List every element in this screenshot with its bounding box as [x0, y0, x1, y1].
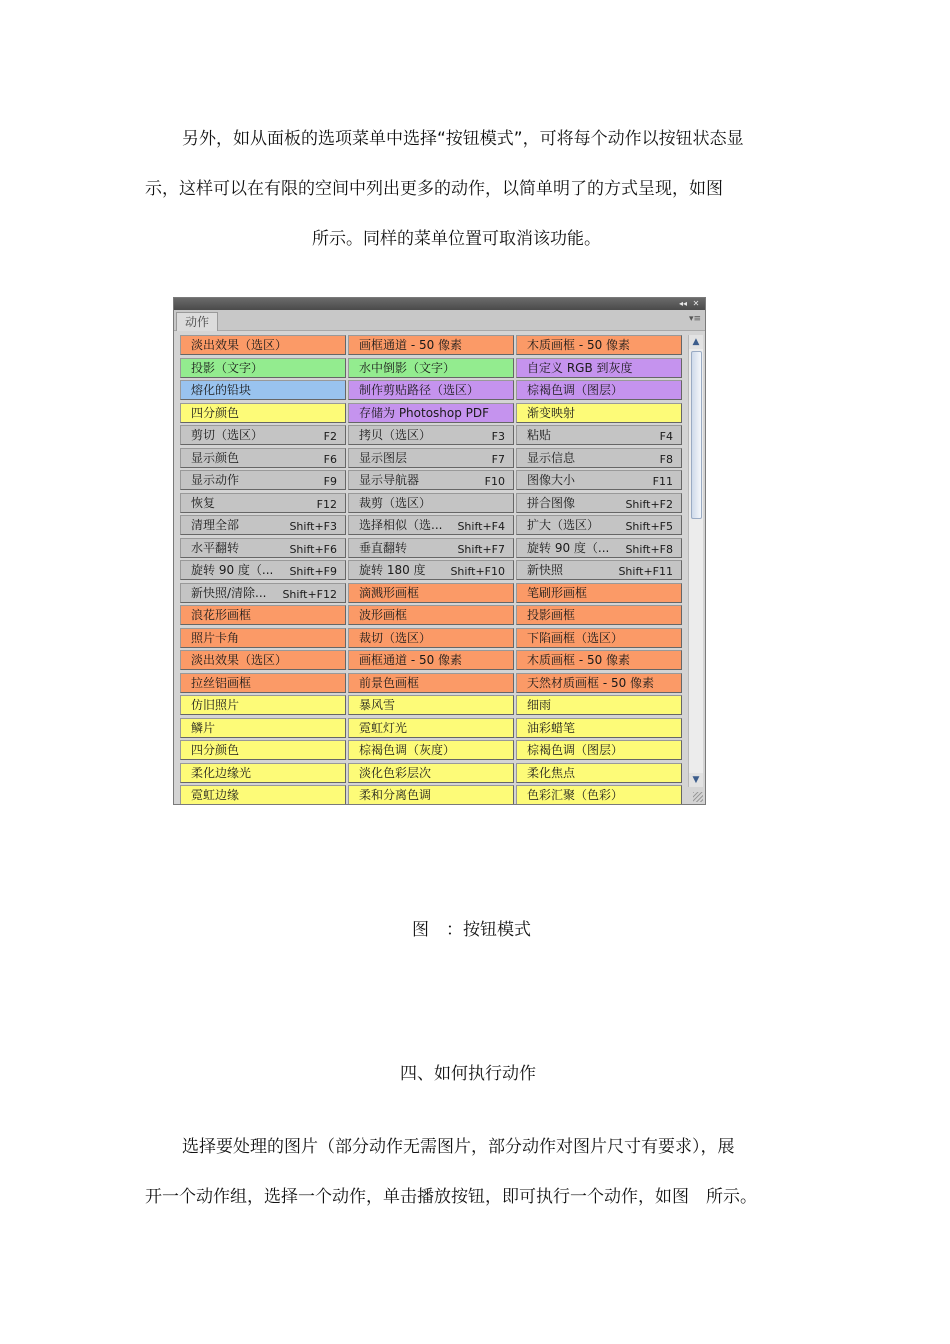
action-button[interactable]: [180, 538, 346, 558]
action-button[interactable]: [348, 740, 514, 760]
action-button-grid: [180, 335, 687, 805]
action-shortcut: Shift+F10: [450, 565, 505, 578]
action-button[interactable]: [180, 403, 346, 423]
action-button[interactable]: [516, 403, 682, 423]
action-label: 扩大（选区）: [527, 518, 600, 532]
action-button[interactable]: [348, 605, 514, 625]
scroll-thumb[interactable]: [691, 351, 702, 519]
action-label: 熔化的铅块: [191, 383, 252, 397]
action-button[interactable]: [348, 650, 514, 670]
action-button[interactable]: [180, 380, 346, 400]
action-button[interactable]: [348, 718, 514, 738]
action-label: 投影画框: [527, 608, 576, 622]
action-label: 自定义 RGB 到灰度: [527, 360, 633, 375]
action-label: 投影（文字）: [191, 360, 264, 375]
action-button[interactable]: [348, 358, 514, 378]
action-label: 制作剪贴路径（选区）: [359, 383, 480, 397]
action-label: 垂直翻转: [359, 540, 408, 555]
action-shortcut: F3: [491, 430, 505, 443]
action-button[interactable]: [348, 448, 514, 468]
action-button[interactable]: [516, 425, 682, 445]
action-button[interactable]: [516, 335, 682, 355]
action-button[interactable]: [180, 605, 346, 625]
action-label: 淡出效果（选区）: [191, 338, 288, 352]
action-label: 棕褐色调（图层）: [527, 743, 624, 757]
action-shortcut: Shift+F5: [625, 520, 673, 533]
action-button[interactable]: [516, 628, 682, 648]
action-button[interactable]: [348, 470, 514, 490]
action-button[interactable]: [516, 785, 682, 805]
action-label: 剪切（选区）: [191, 428, 264, 442]
action-shortcut: Shift+F7: [457, 542, 505, 556]
action-button[interactable]: [180, 425, 346, 445]
action-label: 旋转 90 度（...: [191, 563, 274, 577]
action-button[interactable]: [516, 538, 682, 558]
action-label: 四分颜色: [191, 743, 240, 757]
action-button[interactable]: [516, 358, 682, 378]
action-button[interactable]: [180, 673, 346, 693]
action-label: 水平翻转: [191, 540, 240, 555]
action-label: 天然材质画框 - 50 像素: [527, 675, 655, 690]
action-label: 显示颜色: [191, 450, 240, 465]
action-label: 浪花形画框: [191, 608, 252, 622]
action-button[interactable]: [516, 470, 682, 490]
action-button[interactable]: [180, 785, 346, 805]
action-label: 旋转 90 度（...: [527, 540, 610, 555]
action-button[interactable]: [180, 335, 346, 355]
action-button[interactable]: [348, 673, 514, 693]
action-button[interactable]: [516, 605, 682, 625]
action-button[interactable]: [348, 560, 514, 580]
action-button[interactable]: [180, 583, 346, 603]
action-button[interactable]: [348, 695, 514, 715]
action-button[interactable]: [348, 403, 514, 423]
action-label: 木质画框 - 50 像素: [527, 338, 631, 352]
action-label: 淡出效果（选区）: [191, 653, 288, 667]
action-button[interactable]: [516, 515, 682, 535]
action-button[interactable]: [348, 493, 514, 513]
action-button[interactable]: [180, 358, 346, 378]
action-shortcut: F2: [323, 430, 337, 443]
action-label: 前景色画框: [359, 675, 420, 690]
action-label: 显示动作: [191, 473, 240, 487]
action-label: 棕褐色调（灰度）: [359, 743, 456, 757]
action-button[interactable]: [348, 583, 514, 603]
action-shortcut: Shift+F12: [282, 587, 337, 601]
action-label: 笔刷形画框: [527, 585, 588, 600]
action-shortcut: F12: [316, 497, 337, 511]
figure-caption: 图 ：按钮模式: [412, 920, 531, 940]
action-button[interactable]: [348, 628, 514, 648]
action-shortcut: Shift+F11: [618, 565, 673, 578]
action-label: 画框通道 - 50 像素: [359, 338, 463, 352]
action-button[interactable]: [516, 560, 682, 580]
action-button[interactable]: [180, 448, 346, 468]
action-label: 四分颜色: [191, 405, 240, 420]
action-button[interactable]: [348, 425, 514, 445]
action-label: 棕褐色调（图层）: [527, 383, 624, 397]
action-label: 存储为 Photoshop PDF: [359, 405, 490, 420]
actions-panel: [173, 297, 706, 805]
action-button[interactable]: [348, 380, 514, 400]
action-label: 显示导航器: [359, 473, 420, 487]
body-line-1: 选择要处理的图片（部分动作无需图片，部分动作对图片尺寸有要求），展: [182, 1137, 735, 1157]
action-button[interactable]: [516, 695, 682, 715]
action-button[interactable]: [180, 695, 346, 715]
action-label: 鳞片: [191, 720, 216, 735]
action-label: 柔化边缘光: [191, 765, 252, 780]
action-label: 拼合图像: [527, 495, 576, 510]
action-button[interactable]: [516, 448, 682, 468]
action-label: 柔化焦点: [527, 765, 576, 780]
action-label: 下陷画框（选区）: [527, 630, 624, 645]
action-shortcut: F11: [652, 475, 673, 488]
action-shortcut: Shift+F4: [457, 520, 505, 533]
action-label: 波形画框: [359, 608, 408, 622]
action-button[interactable]: [516, 763, 682, 783]
intro-line-1: 另外，如从面板的选项菜单中选择“按钮模式”，可将每个动作以按钮状态显: [182, 129, 744, 149]
action-label: 照片卡角: [191, 630, 240, 645]
action-shortcut: Shift+F9: [289, 565, 337, 578]
action-shortcut: Shift+F2: [625, 497, 673, 511]
action-label: 粘贴: [527, 428, 552, 442]
action-label: 显示图层: [359, 450, 408, 465]
action-button[interactable]: [348, 335, 514, 355]
panel-menu-icon[interactable]: ▾≡: [688, 314, 701, 324]
action-shortcut: F7: [491, 452, 505, 466]
action-button[interactable]: [180, 718, 346, 738]
action-label: 旋转 180 度: [359, 563, 426, 577]
action-button[interactable]: [180, 740, 346, 760]
scroll-down-arrow-icon[interactable]: ▼: [689, 773, 703, 787]
action-label: 细雨: [527, 698, 552, 712]
action-button[interactable]: [516, 740, 682, 760]
resize-grip-icon[interactable]: [693, 792, 703, 802]
tab-actions[interactable]: 动作: [176, 312, 218, 331]
panel-titlebar[interactable]: [174, 298, 705, 310]
action-shortcut: F8: [659, 452, 673, 466]
scroll-up-arrow-icon[interactable]: ▲: [689, 335, 703, 349]
section-heading: 四、如何执行动作: [400, 1064, 536, 1084]
action-button[interactable]: [180, 560, 346, 580]
action-shortcut: F9: [323, 475, 337, 488]
close-icon[interactable]: ✕: [692, 299, 700, 308]
action-button[interactable]: [348, 538, 514, 558]
action-button[interactable]: [180, 515, 346, 535]
action-shortcut: Shift+F8: [625, 542, 673, 556]
action-shortcut: F10: [484, 475, 505, 488]
vertical-scrollbar[interactable]: [688, 335, 703, 787]
action-label: 淡化色彩层次: [359, 765, 432, 780]
action-button[interactable]: [180, 493, 346, 513]
action-label: 滴溅形画框: [359, 585, 420, 600]
action-shortcut: F6: [323, 452, 337, 466]
action-label: 霓虹灯光: [359, 720, 408, 735]
action-label: 显示信息: [527, 450, 576, 465]
action-label: 色彩汇聚（色彩）: [527, 788, 624, 802]
action-label: 仿旧照片: [191, 698, 240, 712]
action-label: 霓虹边缘: [191, 788, 240, 802]
action-shortcut: Shift+F6: [289, 542, 337, 556]
action-label: 图像大小: [527, 473, 576, 487]
action-button[interactable]: [180, 628, 346, 648]
action-button[interactable]: [516, 380, 682, 400]
action-button[interactable]: [180, 763, 346, 783]
double-chevron-left-icon[interactable]: ◂◂: [678, 299, 688, 308]
action-shortcut: F4: [659, 430, 673, 443]
action-button[interactable]: [348, 785, 514, 805]
action-label: 清理全部: [191, 518, 240, 532]
action-label: 暴风雪: [359, 698, 396, 712]
body-line-2: 开一个动作组，选择一个动作，单击播放按钮，即可执行一个动作，如图 所示。: [145, 1187, 757, 1207]
action-button[interactable]: [516, 650, 682, 670]
action-label: 新快照/清除...: [191, 585, 267, 600]
action-label: 恢复: [191, 495, 216, 510]
action-shortcut: Shift+F3: [289, 520, 337, 533]
action-label: 柔和分离色调: [359, 788, 432, 802]
action-label: 拉丝铝画框: [191, 675, 252, 690]
action-label: 选择相似（选...: [359, 518, 443, 532]
action-label: 裁切（选区）: [359, 630, 432, 645]
action-button[interactable]: [516, 718, 682, 738]
action-button[interactable]: [516, 583, 682, 603]
action-label: 渐变映射: [527, 405, 576, 420]
action-label: 裁剪（选区）: [359, 495, 432, 510]
action-label: 拷贝（选区）: [359, 428, 432, 442]
action-button[interactable]: [516, 493, 682, 513]
action-button[interactable]: [348, 515, 514, 535]
action-label: 油彩蜡笔: [527, 720, 576, 735]
action-button[interactable]: [516, 673, 682, 693]
action-button[interactable]: [180, 470, 346, 490]
action-label: 木质画框 - 50 像素: [527, 653, 631, 667]
intro-line-2: 示，这样可以在有限的空间中列出更多的动作，以简单明了的方式呈现，如图: [145, 179, 723, 199]
action-label: 水中倒影（文字）: [359, 360, 456, 375]
intro-line-3: 所示。同样的菜单位置可取消该功能。: [312, 229, 601, 249]
action-label: 画框通道 - 50 像素: [359, 653, 463, 667]
panel-tab-row: [174, 310, 705, 331]
action-button[interactable]: [180, 650, 346, 670]
action-label: 新快照: [527, 563, 564, 577]
action-button[interactable]: [348, 763, 514, 783]
